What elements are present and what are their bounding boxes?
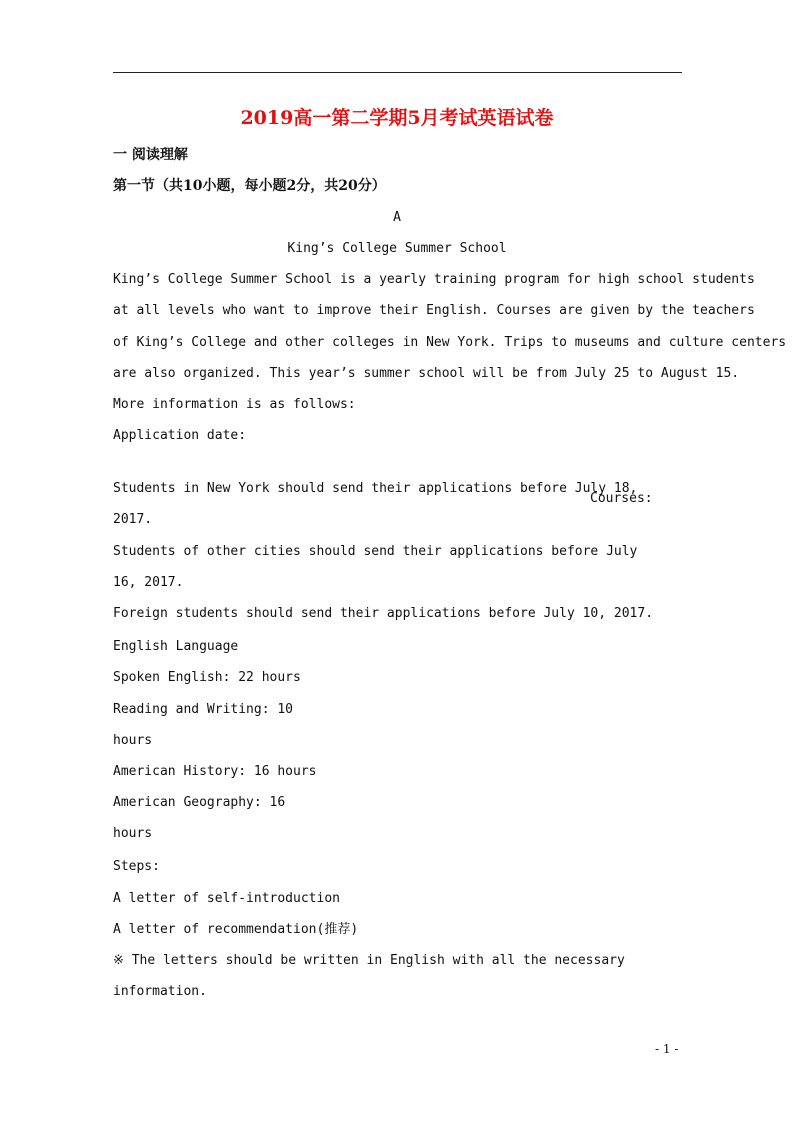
- passage-letter: A: [393, 210, 401, 225]
- page-number: - 1 -: [655, 1042, 679, 1056]
- intro-line: of King’s College and other colleges in New York. Trips to museums and culture centers: [113, 335, 787, 350]
- step-line: A letter of recommendation(推荐): [113, 922, 359, 937]
- application-line: Foreign students should send their applications before July 10, 2017.: [113, 606, 654, 621]
- application-label: Application date:: [113, 428, 247, 443]
- section-heading: 一 阅读理解: [113, 147, 188, 163]
- intro-line: are also organized. This year’s summer school will be from July 25 to August 15.: [113, 366, 740, 381]
- application-line: Students in New York should send their applications before July 18,: [113, 481, 638, 496]
- passage-title: King’s College Summer School: [287, 241, 507, 256]
- intro-line: King’s College Summer School is a yearly training program for high school students: [113, 272, 755, 287]
- part-heading: 第一节（共10小题，每小题2分，共20分）: [113, 178, 386, 194]
- step-line: information.: [113, 984, 207, 999]
- intro-line: More information is as follows:: [113, 397, 356, 412]
- course-line: Spoken English: 22 hours: [113, 670, 301, 685]
- application-line: 2017.: [113, 512, 153, 527]
- application-line: Students of other cities should send their applications before July: [113, 544, 638, 559]
- course-line: hours: [113, 826, 153, 841]
- header-rule: [113, 72, 682, 73]
- steps-label: Steps:: [113, 859, 160, 874]
- course-line: American History: 16 hours: [113, 764, 317, 779]
- course-line: hours: [113, 733, 153, 748]
- page-title: 2019高一第二学期5月考试英语试卷: [240, 107, 554, 129]
- intro-line: at all levels who want to improve their English. Courses are given by the teachers: [113, 303, 755, 318]
- course-line: American Geography: 16: [113, 795, 286, 810]
- step-line: ※ The letters should be written in English with all the necessary: [113, 953, 625, 968]
- course-line: Reading and Writing: 10: [113, 702, 294, 717]
- course-line: English Language: [113, 639, 239, 654]
- step-line: A letter of self-introduction: [113, 891, 340, 906]
- application-line: 16, 2017.: [113, 575, 184, 590]
- courses-label: Courses:: [590, 491, 653, 506]
